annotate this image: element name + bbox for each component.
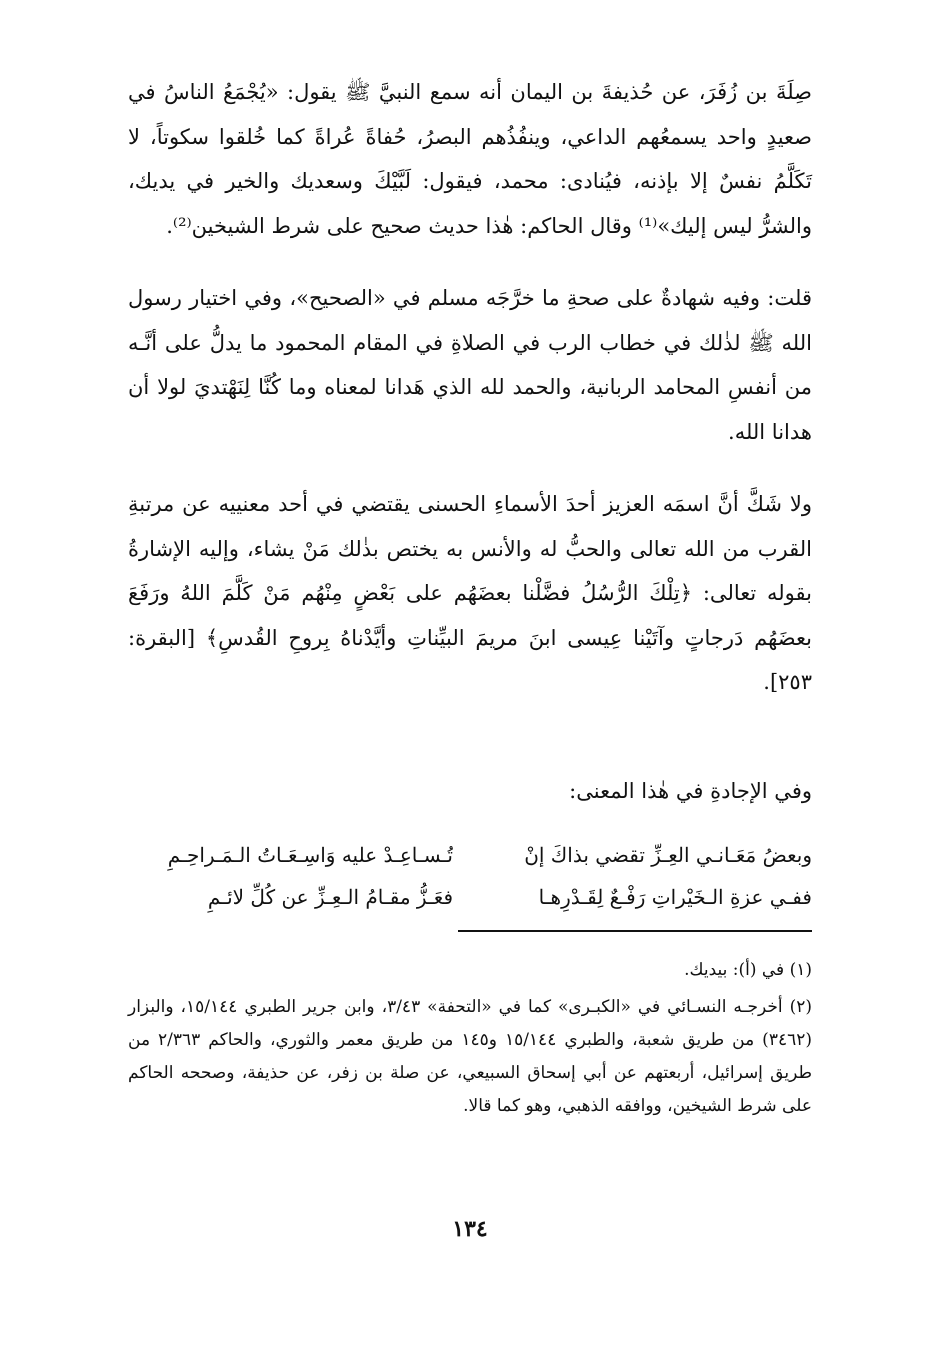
footnote-1: (١) في (أ): بيديك. xyxy=(684,960,812,980)
verse-first-hemistich: ففـي عزةِ الـخَيْراتِ رَفْـعٌ لِقَـدْرِهـا xyxy=(538,885,812,909)
verse-second-hemistich: فعَـزُّ مقـامُ الـعِـزِّ عن كُلِّ لائـمِ xyxy=(207,885,453,909)
paragraph-commentary: قلت: وفيه شهادةٌ على صحةِ ما خرَّجَه مسلم في «الصحيح»، وفي اختيار رسول الله ﷺ لذٰلك في خطاب الرب في الصلاةِ في المقام المحمود ما يدلُّ على أنَّـه من أنفسِ المحامد الربانية، والحمد لله الذي هَدانا لمعناه وما كُنَّا لِنَهْتديَ لولا أن هدانا الله. xyxy=(128,286,812,444)
footnotes xyxy=(128,954,812,1123)
paragraph-al-aziz: ولا شَكَّ أنَّ اسمَه العزيز أحدَ الأسماءِ الحسنى يقتضي في أحد معنييه عن مرتبةِ القرب من الله تعالى والحبُّ له والأنس به يختص بذٰلك مَنْ يشاء، وإليه الإشارةُ بقوله تعالى: ﴿تِلْكَ الرُّسُلُ فضَّلْنا بعضَهُم على بَعْضٍ مِنْهُم مَنْ كَلَّمَ اللهُ ورَفَعَ بعضَهُم دَرجاتٍ وآتَيْنا عِيسى ابنَ مريمَ البيِّناتِ وأيَّدْناهُ بِروحِ القُدسِ﴾ [البقرة: ٢٥٣]. xyxy=(128,492,812,694)
poem-intro: وفي الإجادةِ في هٰذا المعنى: xyxy=(569,779,812,803)
main-text xyxy=(128,70,812,705)
verse-line xyxy=(128,834,812,876)
verse-second-hemistich: تُـسـاعِـدْ عليه وَاسِـعَـاتُ الـمَـراحِـمِ xyxy=(167,843,453,867)
paragraph-hadith: صِلَةَ بن زُفَرَ، عن حُذيفةَ بن اليمان أنه سمع النبيَّ ﷺ يقول: «يُجْمَعُ الناسُ في صعيدٍ واحد يسمعُهم الداعي، وينفُذُهم البصرُ، حُفاةً عُراةً كما خُلقوا سكوتاً، لا تَكَلَّمُ نفسٌ إلا بإذنه، فيُنادى: محمد، فيقول: لَبَّيْكَ وسعديك والخير في يديك، والشرُّ ليس إليك»⁽¹⁾ وقال الحاكم: هٰذا حديث صحيح على شرط الشيخين⁽²⁾. xyxy=(128,80,812,238)
poem-verses xyxy=(128,834,812,918)
footnote-separator xyxy=(458,930,812,932)
verse-first-hemistich: وبعضُ مَعَـانـي العِـزِّ تقضي بذاكَ إنْ xyxy=(524,843,812,867)
footnote-2: (٢) أخرجـه النسـائي في «الكبـرى» كما في «التحفة» ٣/٤٣، وابن جرير الطبري ١٥/١٤٤، والبزار (٣٤٦٢) من طريق شعبة، والطبري ١٥/١٤٤ و١٤٥ من طريق معمر والثوري، والحاكم ٢/٣٦٣ من طريق إسرائيل، أربعتهم عن أبي إسحاق السبيعي، عن صلة بن زفر، عن حذيفة، وصححه الحاكم على شرط الشيخين، ووافقه الذهبي، وهو كما قالا. xyxy=(128,997,812,1116)
page-number: ١٣٤ xyxy=(452,1216,488,1242)
verse-line xyxy=(128,876,812,918)
